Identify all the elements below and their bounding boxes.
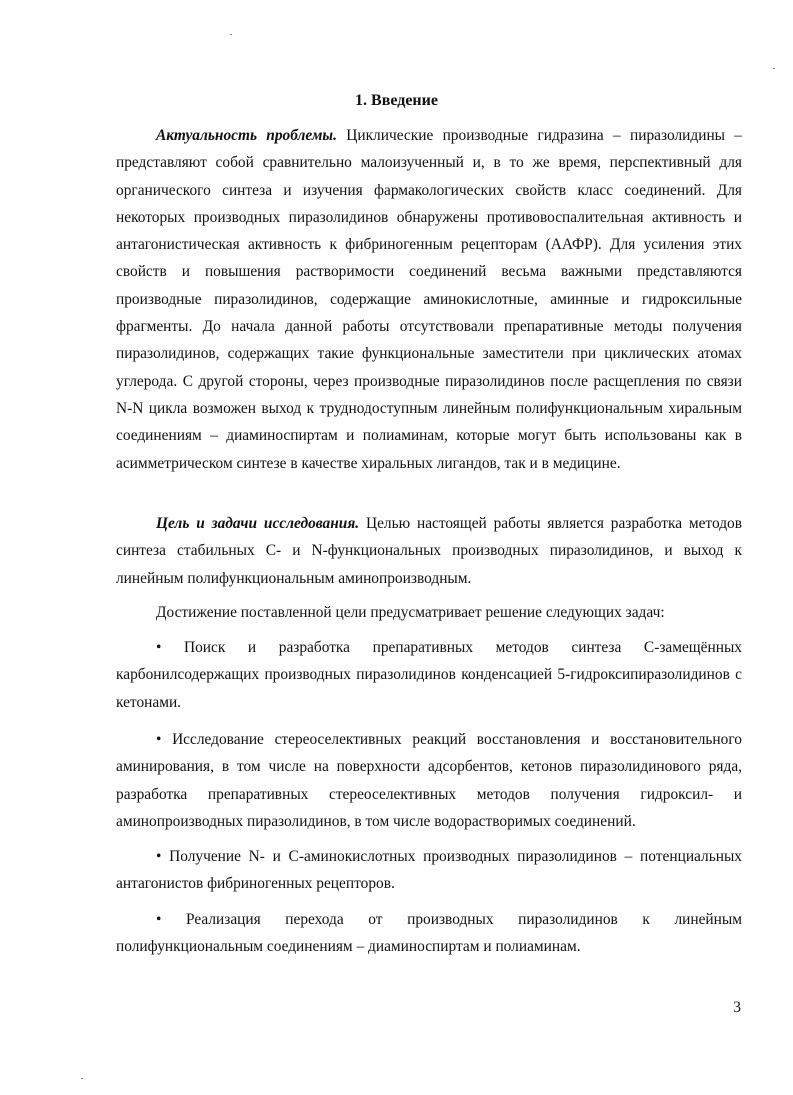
- relevance-paragraph: [116, 122, 742, 477]
- bullet-icon: •: [156, 731, 162, 748]
- task-text: Исследование стереоселективных реакций восстановления и восстановительного аминирования, в том числе на поверхности адсорбентов, кетонов пиразолидинового ряда, разработка препаративных стереоселективных методов получения гидроксил- и аминопроизводных пиразолидинов, в том числе водорастворимых соединений.: [116, 731, 742, 830]
- scan-speck: [773, 68, 775, 69]
- scan-speck: [81, 1078, 83, 1079]
- page-number: 3: [733, 999, 741, 1016]
- tasks-intro: [116, 599, 742, 626]
- task-text: Поиск и разработка препаративных методов синтеза C-замещённых карбонилсодержащих производных пиразолидинов конденсацией 5-гидроксипиразолидинов с кетонами.: [116, 639, 742, 711]
- task-item-1: [116, 634, 742, 716]
- relevance-lead: Актуальность проблемы.: [156, 127, 337, 144]
- aims-lead: Цель и задачи исследования.: [156, 515, 360, 532]
- section-title: 1. Введение: [355, 92, 438, 109]
- bullet-icon: •: [156, 911, 162, 928]
- task-item-2: [116, 726, 742, 835]
- aims-text: Целью настоящей работы является разработка методов синтеза стабильных C- и N-функциональных производных пиразолидинов, и выход к линейным полифункциональным аминопроизводным.: [116, 515, 742, 587]
- task-item-3: [116, 843, 742, 898]
- scan-speck: [230, 34, 232, 35]
- relevance-text: Циклические производные гидразина – пиразолидины – представляют собой сравнительно малоизученный и, в то же время, перспективный для органического синтеза и изучения фармакологических свойств класс соединений. Для некоторых производных пиразолидинов обнаружены противовоспалительная активность и антагонистическая активность к фибриногенным рецепторам (ААФР). Для усиления этих свойств и повышения растворимости соединений весьма важными представляются производные пиразолидинов, содержащие аминокислотные, аминные и гидроксильные фрагменты. До начала данной работы отсутствовали препаративные методы получения пиразолидинов, содержащих такие функциональные заместители при циклических атомах углерода. С другой стороны, через производные пиразолидинов после расщепления по связи N-N цикла возможен выход к труднодоступным линейным полифункциональным хиральным соединениям – диаминоспиртам и полиаминам, которые могут быть использованы как в асимметрическом синтезе в качестве хиральных лигандов, так и в медицине.: [116, 127, 743, 472]
- task-text: Реализация перехода от производных пиразолидинов к линейным полифункциональным соединениям – диаминоспиртам и полиаминам.: [116, 911, 742, 956]
- bullet-icon: •: [156, 848, 162, 865]
- bullet-icon: •: [156, 639, 162, 656]
- task-text: Получение N- и C-аминокислотных производных пиразолидинов – потенциальных антагонистов фибриногенных рецепторов.: [116, 848, 742, 893]
- aims-paragraph: [116, 510, 742, 592]
- tasks-intro-text: Достижение поставленной цели предусматривает решение следующих задач:: [156, 604, 665, 621]
- task-item-4: [116, 906, 742, 961]
